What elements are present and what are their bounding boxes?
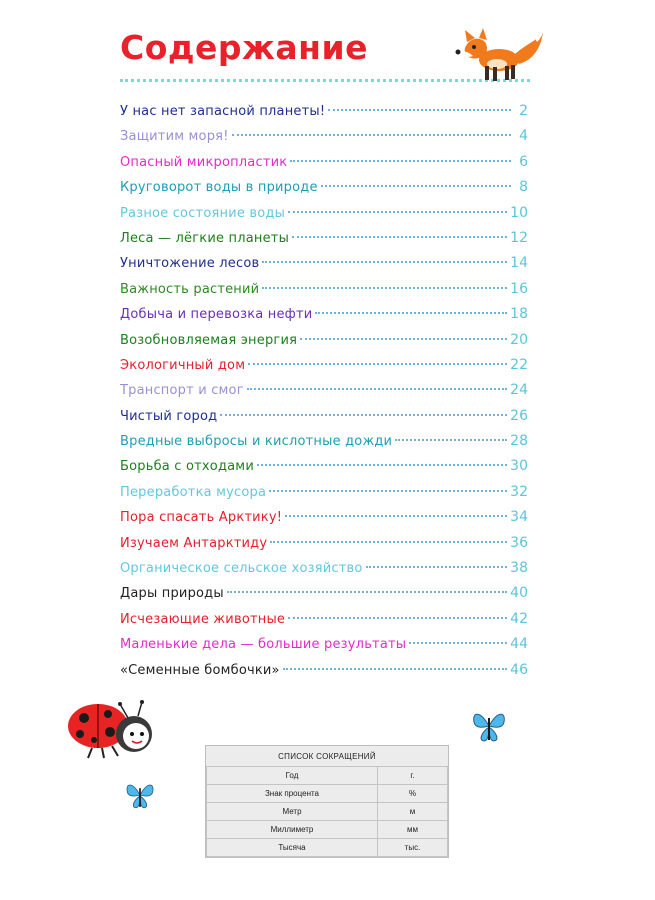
toc-entry-title: Изучаем Антарктиду [120, 535, 268, 551]
page-title: Содержание [120, 28, 368, 67]
toc-entry-title: Уничтожение лесов [120, 256, 260, 272]
dot-leader [283, 668, 507, 670]
butterfly-illustration [122, 778, 158, 812]
dot-leader [409, 642, 507, 644]
toc-entry-title: Экологичный дом [120, 357, 246, 373]
dot-leader [315, 312, 507, 314]
toc-entry-title: Исчезающие животные [120, 611, 286, 627]
toc-entry-title: Маленькие дела — большие результаты [120, 637, 407, 653]
dot-leader [288, 617, 507, 619]
toc-entry-page: 40 [510, 585, 528, 602]
toc-entry-title: «Семенные бомбочки» [120, 662, 280, 678]
dot-leader [227, 591, 507, 593]
toc-entry-page: 26 [510, 407, 528, 424]
toc-entry[interactable] [120, 124, 528, 149]
butterfly-illustration [470, 706, 508, 746]
toc-entry-title: Леса — лёгкие планеты [120, 230, 290, 246]
abbreviation-term: Знак процента [207, 785, 378, 803]
toc-entry-title: Пора спасать Арктику! [120, 510, 283, 526]
abbreviation-value: м [378, 803, 448, 821]
dot-leader [395, 439, 507, 441]
toc-entry[interactable] [120, 556, 528, 581]
toc-entry-page: 46 [510, 661, 528, 678]
toc-entry-page: 24 [510, 382, 528, 399]
toc-entry[interactable] [120, 277, 528, 302]
ladybug-illustration [62, 696, 162, 762]
toc-entry-title: Чистый город [120, 408, 218, 424]
toc-entry-page: 2 [519, 103, 528, 119]
dot-leader [290, 160, 511, 162]
dot-leader [270, 541, 507, 543]
toc-entry[interactable] [120, 328, 528, 353]
toc-entry[interactable] [120, 150, 528, 175]
toc-entry[interactable] [120, 226, 528, 251]
toc-entry-page: 38 [510, 560, 528, 577]
toc-entry-title: Важность растений [120, 281, 260, 297]
abbreviations-table [205, 745, 449, 858]
toc-entry[interactable] [120, 251, 528, 276]
toc-entry-title: У нас нет запасной планеты! [120, 104, 326, 119]
toc-entry[interactable] [120, 99, 528, 124]
fox-illustration [455, 26, 545, 86]
table-row [207, 821, 448, 839]
toc-entry[interactable] [120, 531, 528, 556]
toc-entry[interactable] [120, 505, 528, 530]
dot-leader [288, 211, 507, 213]
abbreviation-term: Метр [207, 803, 378, 821]
toc-entry[interactable] [120, 175, 528, 200]
toc-entry-page: 28 [510, 433, 528, 450]
abbreviation-term: Миллиметр [207, 821, 378, 839]
toc-entry-page: 42 [510, 610, 528, 627]
toc-entry[interactable] [120, 378, 528, 403]
dot-leader [328, 109, 511, 111]
toc-entry[interactable] [120, 480, 528, 505]
table-row [207, 767, 448, 785]
toc-entry-page: 20 [510, 331, 528, 348]
toc-entry-page: 22 [510, 356, 528, 373]
toc-entry-title: Транспорт и смог [120, 383, 244, 399]
table-of-contents [120, 99, 528, 683]
toc-entry-page: 4 [519, 128, 528, 145]
toc-entry-page: 16 [510, 280, 528, 297]
dot-leader [262, 261, 507, 263]
toc-entry-page: 14 [510, 255, 528, 272]
toc-entry[interactable] [120, 658, 528, 683]
toc-entry-page: 32 [510, 483, 528, 500]
toc-entry-title: Опасный микропластик [120, 154, 288, 170]
toc-entry[interactable] [120, 302, 528, 327]
abbreviation-term: Тысяча [207, 839, 378, 857]
dot-leader [220, 414, 507, 416]
toc-entry-title: Разное состояние воды [120, 205, 286, 221]
abbreviation-value: г. [378, 767, 448, 785]
dot-leader [232, 134, 511, 136]
abbreviations-heading: СПИСОК СОКРАЩЕНИЙ [278, 752, 376, 761]
dot-leader [300, 338, 507, 340]
toc-entry[interactable] [120, 353, 528, 378]
dot-leader [247, 388, 507, 390]
toc-entry-title: Защитим моря! [120, 129, 229, 145]
toc-entry-title: Добыча и перевозка нефти [120, 307, 313, 323]
toc-entry[interactable] [120, 581, 528, 606]
dot-leader [285, 515, 507, 517]
dot-leader [321, 185, 511, 187]
toc-entry-title: Вредные выбросы и кислотные дожди [120, 434, 393, 450]
toc-entry-page: 8 [519, 179, 528, 196]
toc-entry-title: Органическое сельское хозяйство [120, 561, 363, 577]
dot-leader [366, 566, 508, 568]
toc-entry-page: 18 [510, 306, 528, 323]
toc-entry[interactable] [120, 201, 528, 226]
abbreviation-value: мм [378, 821, 448, 839]
toc-entry[interactable] [120, 429, 528, 454]
toc-entry[interactable] [120, 632, 528, 657]
abbreviation-term: Год [207, 767, 378, 785]
table-row [207, 839, 448, 857]
toc-entry-page: 36 [510, 534, 528, 551]
abbreviation-value: тыс. [378, 839, 448, 857]
table-row [207, 785, 448, 803]
dot-leader [262, 287, 507, 289]
toc-entry-page: 44 [510, 636, 528, 653]
toc-entry-title: Возобновляемая энергия [120, 332, 298, 348]
toc-entry-page: 34 [510, 509, 528, 526]
dot-leader [292, 236, 507, 238]
abbreviation-value: % [378, 785, 448, 803]
toc-entry-page: 10 [510, 204, 528, 221]
table-row [207, 803, 448, 821]
toc-entry[interactable] [120, 607, 528, 632]
dot-leader [248, 363, 507, 365]
toc-entry-page: 30 [510, 458, 528, 475]
toc-entry-title: Переработка мусора [120, 484, 267, 500]
toc-entry-page: 12 [510, 229, 528, 246]
toc-entry[interactable] [120, 404, 528, 429]
toc-entry-title: Борьба с отходами [120, 459, 254, 475]
toc-entry[interactable] [120, 454, 528, 479]
toc-entry-title: Дары природы [120, 586, 224, 602]
dot-leader [257, 464, 507, 466]
toc-entry-page: 6 [519, 153, 528, 170]
dot-leader [269, 490, 507, 492]
toc-entry-title: Круговорот воды в природе [120, 180, 318, 196]
